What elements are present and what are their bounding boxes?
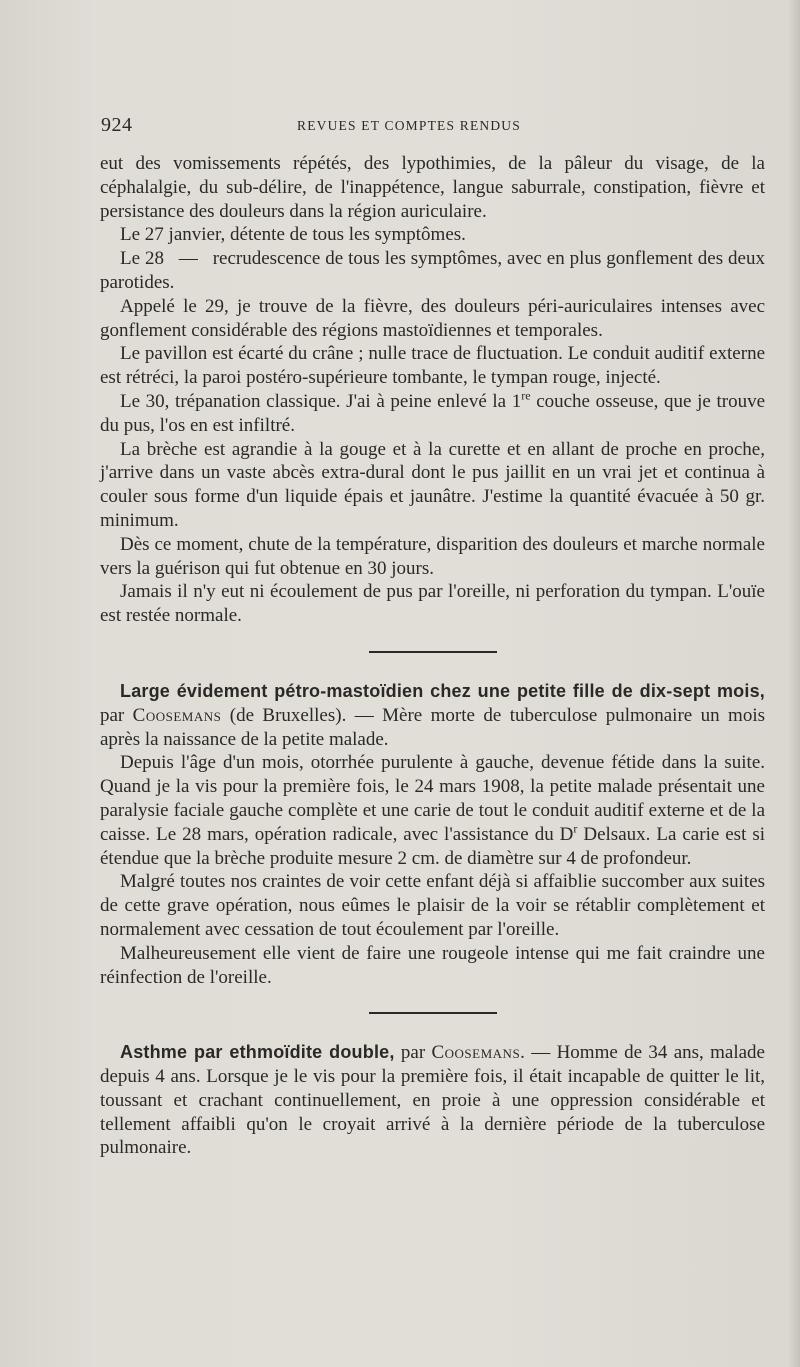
superscript: r — [573, 821, 578, 836]
paragraph: Malheureusement elle vient de faire une rougeole intense qui me fait craindre une réinfection de l'oreille. — [100, 942, 765, 988]
page-header — [101, 114, 764, 144]
paragraph: Le pavillon est écarté du crâne ; nulle trace de fluctuation. Le conduit auditif externe est rétréci, la paroi postéro-supérieure tombante, le tympan rouge, injecté. — [100, 343, 765, 389]
author-name: Coosemans — [431, 1042, 521, 1064]
paragraph: Dès ce moment, chute de la température, disparition des douleurs et marche normale vers la guérison qui fut obtenue en 30 jours. — [100, 533, 765, 579]
text-span: . — Homme de 34 ans, malade depuis 4 ans. Lorsque je le vis pour la première fois, il était incapable de quitter le lit, toussant et crachant continuellement, en proie à une oppression considérable et tellement affaibli qu'on le croyait arrivé à la dernière période de la tuberculose pulmonaire. — [100, 1042, 765, 1159]
article-title: Asthme par ethmoïdite double, — [120, 1042, 395, 1063]
text-span: Le 30, trépanation classique. J'ai à peine enlevé la 1 — [120, 390, 522, 412]
text-span: Delsaux. La carie est si étendue que la brèche produite mesure 2 cm. de diamètre sur 4 de profondeur. — [100, 823, 766, 869]
text-span: par — [394, 1042, 432, 1064]
paragraph: Le 28 — recrudescence de tous les symptômes, avec en plus gonflement des deux parotides. — [100, 248, 770, 293]
paragraph: Malgré toutes nos craintes de voir cette enfant déjà si affaiblie succomber aux suites de cette grave opération, nous eûmes le plaisir de la voir se rétablir complètement et normalement avec cessation de tout écoulement par l'oreille. — [100, 871, 765, 940]
paragraph — [100, 390, 765, 438]
text-span: Depuis l'âge d'un mois, otorrhée purulente à gauche, devenue fétide dans la suite. Quand je la vis pour la première fois, le 24 mars 1908, la petite malade présentait une paralysie faciale gauche complète et une carie de tout le conduit auditif externe et de la caisse. Le 28 mars, opération radicale, avec l'assistance du D — [100, 752, 765, 845]
running-head: REVUES ET COMPTES RENDUS — [297, 118, 521, 133]
article-title: Large évidement pétro-mastoïdien chez une petite fille de dix-sept mois, — [120, 680, 765, 701]
paragraph — [100, 751, 765, 870]
paragraph: Appelé le 29, je trouve de la fièvre, des douleurs péri-auriculaires intenses avec gonflement considérable des régions mastoïdiennes et temporales. — [100, 295, 765, 341]
section-divider — [369, 1012, 497, 1014]
paragraph — [100, 1041, 765, 1160]
text-span: (de Bruxelles). — Mère morte de tuberculose pulmonaire un mois après la naissance de la petite malade. — [100, 704, 765, 750]
superscript: re — [521, 388, 531, 403]
section-divider — [369, 651, 497, 653]
text-span: par — [100, 704, 133, 726]
page-body — [100, 152, 770, 1160]
paragraph: La brèche est agrandie à la gouge et à la curette et en allant de proche en proche, j'arrive dans un vaste abcès extra-dural dont le pus jaillit en un vrai jet et continua à couler sous forme d'un liquide épais et jaunâtre. J'estime la quantité évacuée à 50 gr. minimum. — [100, 438, 765, 531]
paragraph: Le 27 janvier, détente de tous les symptômes. — [120, 224, 466, 246]
paragraph: Jamais il n'y eut ni écoulement de pus par l'oreille, ni perforation du tympan. L'ouïe est restée normale. — [100, 581, 765, 627]
page-edge-shadow — [788, 0, 800, 1367]
paragraph — [100, 680, 765, 751]
page-number: 924 — [101, 114, 133, 136]
paragraph: eut des vomissements répétés, des lypothimies, de la pâleur du visage, de la céphalalgie, du sub-délire, de l'inappétence, langue saburrale, constipation, fièvre et persistance des douleurs dans la région auriculaire. — [100, 153, 765, 222]
author-name: Coosemans — [132, 704, 222, 726]
text-span: couche osseuse, que je trouve du pus, l'os en est infiltré. — [100, 390, 765, 436]
